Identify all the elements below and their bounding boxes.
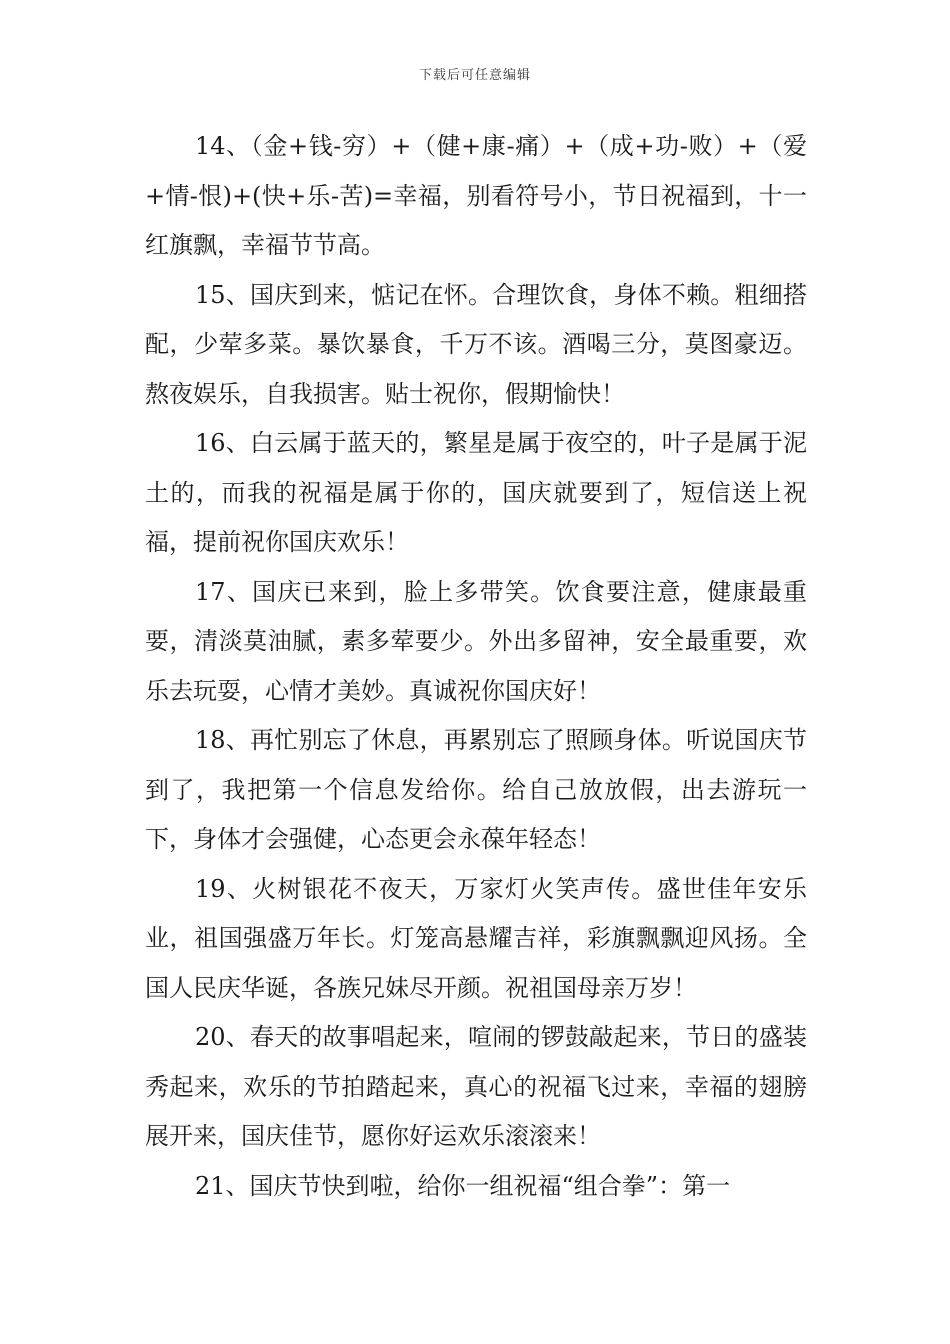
paragraph-14: 14、（金+钱-穷）+（健+康-痛）+（成+功-败）+（爱+情-恨)+(快+乐-苦)=幸福，别看符号小，节日祝福到，十一红旗飘，幸福节节高。 [145, 132, 807, 259]
page-header: 下载后可任意编辑 [418, 68, 531, 83]
paragraph-17: 17、国庆已来到，脸上多带笑。饮食要注意，健康最重要，清淡莫油腻，素多荤要少。外出多留神，安全最重要，欢乐去玩耍，心情才美妙。真诚祝你国庆好！ [145, 577, 807, 705]
paragraph-16: 16、白云属于蓝天的，繁星是属于夜空的，叶子是属于泥土的，而我的祝福是属于你的，国庆就要到了，短信送上祝福，提前祝你国庆欢乐！ [145, 429, 807, 556]
paragraph-18: 18、再忙别忘了休息，再累别忘了照顾身体。听说国庆节到了，我把第一个信息发给你。给自己放放假，出去游玩一下，身体才会强健，心态更会永葆年轻态！ [145, 726, 807, 853]
document-body [145, 122, 807, 1211]
paragraph-15: 15、国庆到来，惦记在怀。合理饮食，身体不赖。粗细搭配，少荤多菜。暴饮暴食，千万不该。酒喝三分，莫图豪迈。熬夜娱乐，自我损害。贴士祝你，假期愉快！ [145, 280, 807, 408]
paragraph-20: 20、春天的故事唱起来，喧闹的锣鼓敲起来，节日的盛装秀起来，欢乐的节拍踏起来，真心的祝福飞过来，幸福的翅膀展开来，国庆佳节，愿你好运欢乐滚滚来！ [145, 1023, 807, 1150]
paragraph-21: 21、国庆节快到啦，给你一组祝福“组合拳”：第一 [195, 1171, 731, 1200]
paragraph-19: 19、火树银花不夜天，万家灯火笑声传。盛世佳年安乐业，祖国强盛万年长。灯笼高悬耀吉祥，彩旗飘飘迎风扬。全国人民庆华诞，各族兄妹尽开颜。祝祖国母亲万岁！ [145, 874, 807, 1002]
